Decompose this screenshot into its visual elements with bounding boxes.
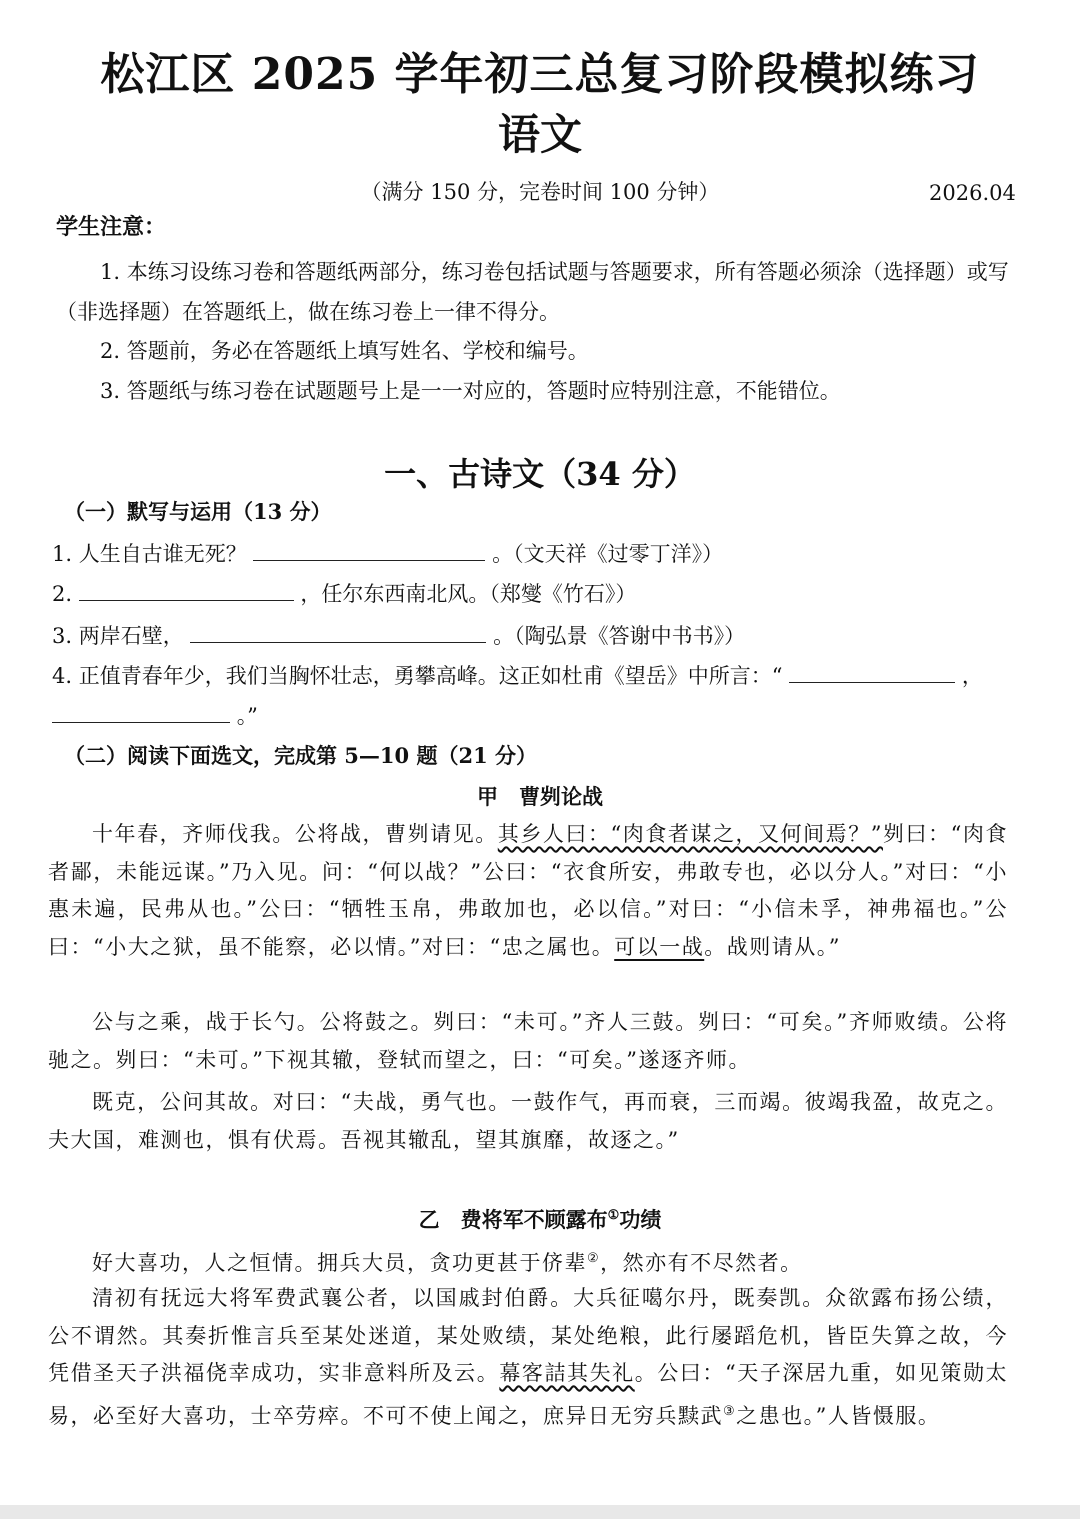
passage-a-paragraph-2: 公与之乘，战于长勺。公将鼓之。刿曰：“未可。”齐人三鼓。刿曰：“可矣。”齐师败绩。公将驰之。刿曰：“未可。”下视其辙，登轼而望之，曰：“可矣。”遂逐齐师。 (48, 1010, 1008, 1072)
subject-title: 语文 (497, 110, 582, 159)
score-info: （满分 150 分，完卷时间 100 分钟） (360, 180, 720, 204)
q2-answer-blank[interactable] (79, 578, 294, 601)
passage-a-paragraph-1 (48, 816, 1008, 966)
q3-prefix: 3. 两岸石壁， (52, 624, 184, 648)
notice-item-3: 3. 答题纸与练习卷在试题题号上是一一对应的，答题时应特别注意，不能错位。 (100, 379, 841, 403)
part2-heading: （二）阅读下面选文，完成第 5—10 题（21 分） (64, 743, 537, 768)
passage-b-p2-text: 清初有抚远大将军费武襄公者，以国戚封伯爵。大兵征噶尔丹，既奏凯。众欲露布扬公绩，公不谓然。其奏折惟言兵至某处迷道，某处败绩，某处绝粮，此行屡蹈危机，皆臣失算之故，今凭借圣天子洪福侥幸成功，实非意料所及云。 (48, 1286, 1008, 1385)
passage-b-paragraph-1 (48, 1240, 1008, 1283)
question-4 (52, 660, 983, 690)
q1-answer-blank[interactable] (253, 538, 485, 561)
passage-a-p1-end: 。战则请从。” (704, 934, 841, 959)
notice-heading: 学生注意： (56, 214, 167, 240)
q3-answer-blank[interactable] (190, 620, 486, 643)
passage-b-paragraph-2 (48, 1280, 1008, 1435)
exam-title: 松江区 2025 学年初三总复习阶段模拟练习 (100, 49, 980, 100)
section-heading: 一、古诗文（34 分） (384, 455, 696, 493)
passage-b-p2-end: 之患也。”人皆慑服。 (736, 1403, 941, 1428)
footnote-marker-1: ① (607, 1208, 620, 1223)
question-4-cont (52, 700, 258, 730)
passage-b-underlined-sentence: 幕客詰其失礼 (499, 1361, 635, 1385)
q4-text: 4. 正值青春年少，我们当胸怀壮志，勇攀高峰。这正如杜甫《望岳》中所言：“ (52, 664, 783, 688)
footnote-marker-2: ② (587, 1251, 601, 1266)
page-bottom-edge (0, 1505, 1080, 1519)
q4-end: 。” (236, 704, 258, 728)
part1-heading: （一）默写与运用（13 分） (64, 499, 332, 524)
q1-suffix: 。（文天祥《过零丁洋》） (492, 542, 724, 566)
passage-a-p1-text: 十年春，齐师伐我。公将战，曹刿请见。 (92, 822, 498, 846)
q2-prefix: 2. (52, 582, 73, 606)
question-1 (52, 538, 723, 568)
passage-b-title-text: 乙 费将军不顾露布 (418, 1207, 608, 1232)
exam-date: 2026.04 (929, 181, 1016, 205)
q1-prefix: 1. 人生自古谁无死？ (52, 542, 247, 566)
question-3 (52, 620, 745, 650)
passage-b-p2-text-cont: 。公曰：“天子深居九重，如见策勋太易，必至好大喜功，士卒劳瘁。不可不使上闻之，庶异日无穷兵黩武 (48, 1361, 1009, 1428)
passage-a-underlined-phrase: 可以一战 (614, 934, 705, 959)
q4-mid: ， (961, 664, 983, 688)
q4-answer-blank-2[interactable] (52, 700, 230, 723)
passage-a-paragraph-3: 既克，公问其故。对曰：“夫战，勇气也。一鼓作气，再而衰，三而竭。彼竭我盈，故克之。夫大国，难测也，惧有伏焉。吾视其辙乱，望其旗靡，故逐之。” (48, 1090, 1008, 1152)
q4-answer-blank-1[interactable] (789, 660, 955, 683)
notice-item-1: 1. 本练习设练习卷和答题纸两部分，练习卷包括试题与答题要求，所有答题必须涂（选择题）或写（非选择题）在答题纸上，做在练习卷上一律不得分。 (56, 260, 1009, 324)
notice-item-2: 2. 答题前，务必在答题纸上填写姓名、学校和编号。 (100, 339, 589, 363)
q2-suffix: ，任尔东西南北风。（郑燮《竹石》） (300, 582, 637, 606)
passage-a-underlined-quote: 其乡人曰：“肉食者谋之，又何间焉？” (497, 822, 883, 846)
passage-b-p1-text: 好大喜功，人之恒情。拥兵大员，贪功更甚于侪辈 (92, 1251, 587, 1275)
passage-a-p1-text-cont: 刿曰：“肉食者鄙，未能远谋。”乃入见。问：“何以战？”公曰：“衣食所安，弗敢专也，必以分人。”对曰：“小惠未遍，民弗从也。”公曰：“牺牲玉帛，弗敢加也，必以信。”对曰：“小信未孚，神弗福也。”公曰：“小大之狱，虽不能察，必以情。”对曰：“忠之属也。 (48, 822, 1008, 959)
passage-b-title-end: 功绩 (619, 1207, 662, 1232)
question-2 (52, 578, 636, 608)
passage-a-title: 甲 曹刿论战 (477, 784, 603, 809)
passage-b-p1-end: ，然亦有不尽然者。 (600, 1251, 803, 1275)
footnote-marker-3: ③ (723, 1403, 737, 1419)
q3-suffix: 。（陶弘景《答谢中书书》） (493, 624, 746, 648)
passage-b-title (0, 1204, 1080, 1234)
